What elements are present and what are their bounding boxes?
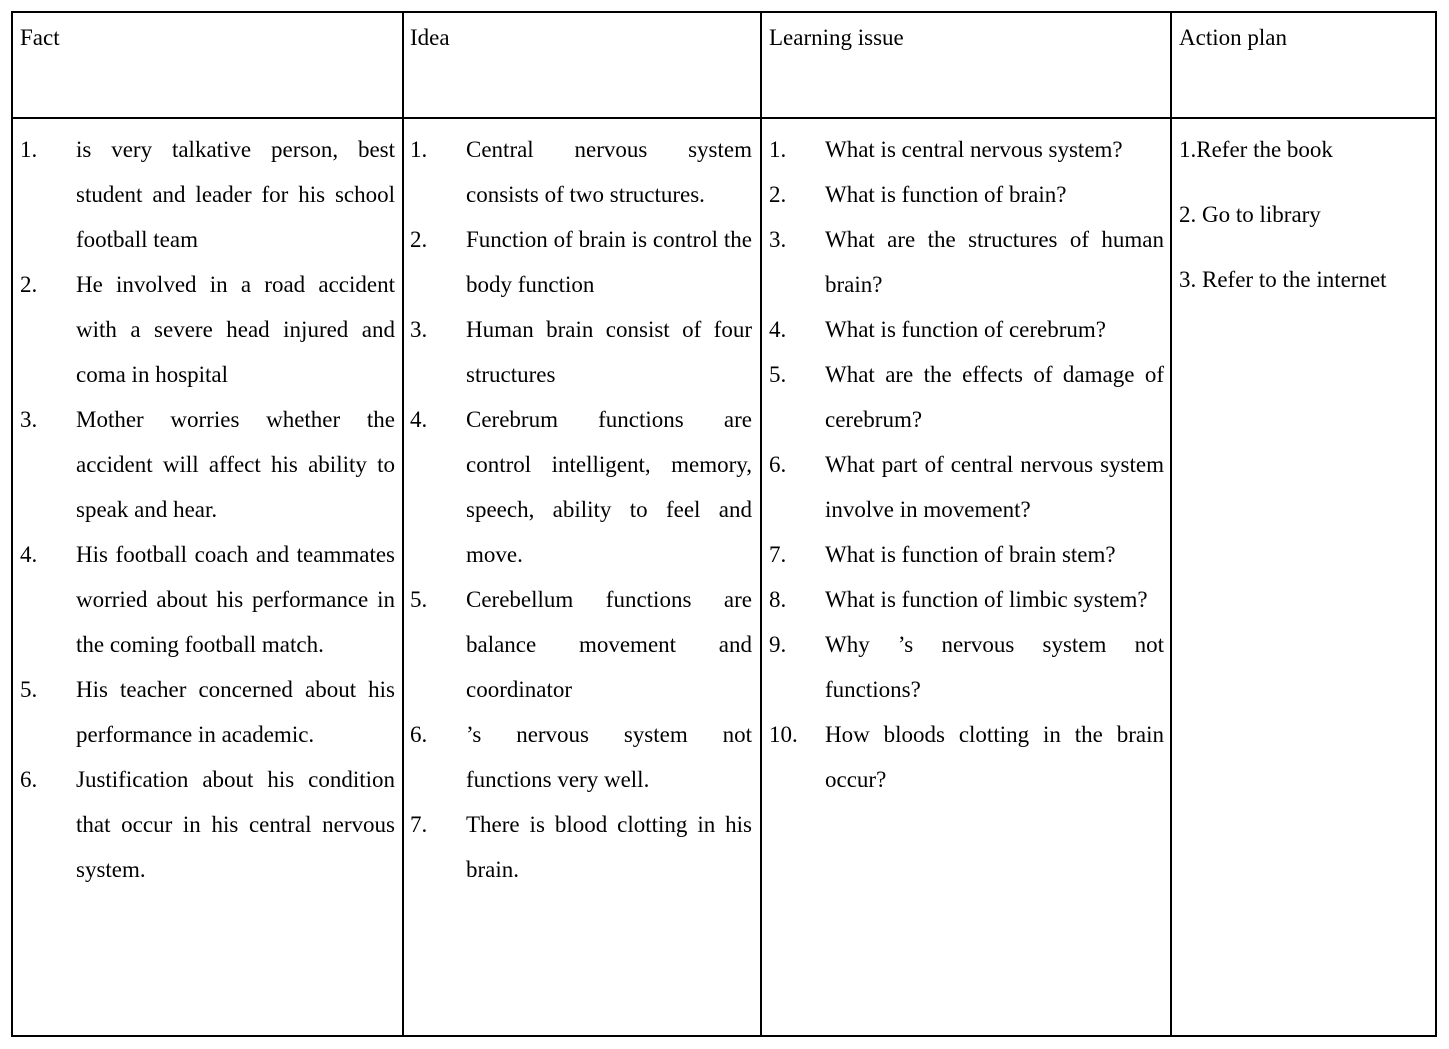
idea-item bbox=[410, 577, 752, 712]
item-number: 4. bbox=[20, 542, 38, 567]
idea-item bbox=[410, 802, 752, 892]
item-text: He involved in a road accident with a severe head injured and coma in hospital bbox=[76, 272, 395, 387]
item-number: 5. bbox=[410, 587, 428, 612]
item-number: 2. bbox=[769, 182, 787, 207]
item-text: What part of central nervous system involve in movement? bbox=[825, 452, 1164, 522]
fact-item bbox=[20, 667, 395, 757]
item-text: What is function of brain? bbox=[825, 182, 1067, 207]
learning-issue-list bbox=[769, 127, 1164, 802]
item-text: What is central nervous system? bbox=[825, 137, 1123, 162]
action-plan-item: 3. Refer to the internet bbox=[1179, 267, 1387, 292]
fact-item bbox=[20, 532, 395, 667]
item-number: 8. bbox=[769, 587, 787, 612]
idea-item bbox=[410, 397, 752, 577]
learning-issue-header: Learning issue bbox=[769, 25, 904, 50]
fact-column bbox=[13, 13, 402, 1035]
learning-issue-item bbox=[769, 217, 1164, 307]
item-text: How bloods clotting in the brain occur? bbox=[825, 722, 1164, 792]
item-text: Why ’s nervous system not functions? bbox=[825, 632, 1164, 702]
item-text: What is function of limbic system? bbox=[825, 587, 1148, 612]
idea-item bbox=[410, 712, 752, 802]
fact-item bbox=[20, 127, 395, 262]
item-number: 6. bbox=[20, 767, 38, 792]
learning-issue-column bbox=[762, 13, 1170, 1035]
item-number: 1. bbox=[410, 137, 428, 162]
learning-issue-item bbox=[769, 577, 1164, 622]
item-number: 3. bbox=[20, 407, 38, 432]
item-number: 10. bbox=[769, 722, 798, 747]
idea-item bbox=[410, 127, 752, 217]
item-number: 4. bbox=[410, 407, 428, 432]
fact-header: Fact bbox=[20, 25, 60, 50]
learning-issue-item bbox=[769, 712, 1164, 802]
learning-issue-item bbox=[769, 127, 1164, 172]
learning-issue-item bbox=[769, 442, 1164, 532]
item-text: Cerebellum functions are balance movement and coordinator bbox=[466, 587, 752, 702]
item-number: 9. bbox=[769, 632, 787, 657]
item-number: 7. bbox=[769, 542, 787, 567]
idea-header: Idea bbox=[410, 25, 450, 50]
item-text: There is blood clotting in his brain. bbox=[466, 812, 752, 882]
item-number: 6. bbox=[410, 722, 428, 747]
item-text: What are the structures of human brain? bbox=[825, 227, 1164, 297]
action-plan-column bbox=[1172, 13, 1437, 1035]
item-number: 7. bbox=[410, 812, 428, 837]
action-plan-item: 1.Refer the book bbox=[1179, 137, 1333, 162]
item-text: Function of brain is control the body function bbox=[466, 227, 752, 297]
action-plan-list bbox=[1179, 127, 1429, 322]
idea-list bbox=[410, 127, 752, 892]
item-text: What is function of cerebrum? bbox=[825, 317, 1106, 342]
learning-issue-item bbox=[769, 622, 1164, 712]
item-text: ’s nervous system not functions very well. bbox=[466, 722, 752, 792]
item-number: 3. bbox=[410, 317, 428, 342]
pbl-table bbox=[11, 11, 1437, 1037]
item-number: 2. bbox=[20, 272, 38, 297]
item-text: His teacher concerned about his performance in academic. bbox=[76, 677, 395, 747]
item-text: Cerebrum functions are control intelligent, memory, speech, ability to feel and move. bbox=[466, 407, 752, 567]
learning-issue-item bbox=[769, 532, 1164, 577]
fact-item bbox=[20, 397, 395, 532]
item-text: is very talkative person, best student and leader for his school football team bbox=[76, 137, 395, 252]
item-text: Human brain consist of four structures bbox=[466, 317, 752, 387]
item-number: 4. bbox=[769, 317, 787, 342]
item-text: His football coach and teammates worried about his performance in the coming football match. bbox=[76, 542, 395, 657]
fact-item bbox=[20, 757, 395, 892]
learning-issue-item bbox=[769, 172, 1164, 217]
item-text: Mother worries whether the accident will affect his ability to speak and hear. bbox=[76, 407, 395, 522]
item-number: 1. bbox=[20, 137, 38, 162]
idea-column bbox=[404, 13, 760, 1035]
idea-item bbox=[410, 307, 752, 397]
action-plan-item: 2. Go to library bbox=[1179, 202, 1321, 227]
learning-issue-item bbox=[769, 352, 1164, 442]
item-text: What are the effects of damage of cerebrum? bbox=[825, 362, 1164, 432]
learning-issue-item bbox=[769, 307, 1164, 352]
action-plan-header: Action plan bbox=[1179, 25, 1287, 50]
idea-item bbox=[410, 217, 752, 307]
item-number: 5. bbox=[20, 677, 38, 702]
item-text: Justification about his condition that occur in his central nervous system. bbox=[76, 767, 395, 882]
item-number: 1. bbox=[769, 137, 787, 162]
item-text: Central nervous system consists of two structures. bbox=[466, 137, 752, 207]
item-text: What is function of brain stem? bbox=[825, 542, 1116, 567]
fact-list bbox=[20, 127, 395, 892]
item-number: 6. bbox=[769, 452, 787, 477]
item-number: 5. bbox=[769, 362, 787, 387]
fact-item bbox=[20, 262, 395, 397]
item-number: 3. bbox=[769, 227, 787, 252]
item-number: 2. bbox=[410, 227, 428, 252]
